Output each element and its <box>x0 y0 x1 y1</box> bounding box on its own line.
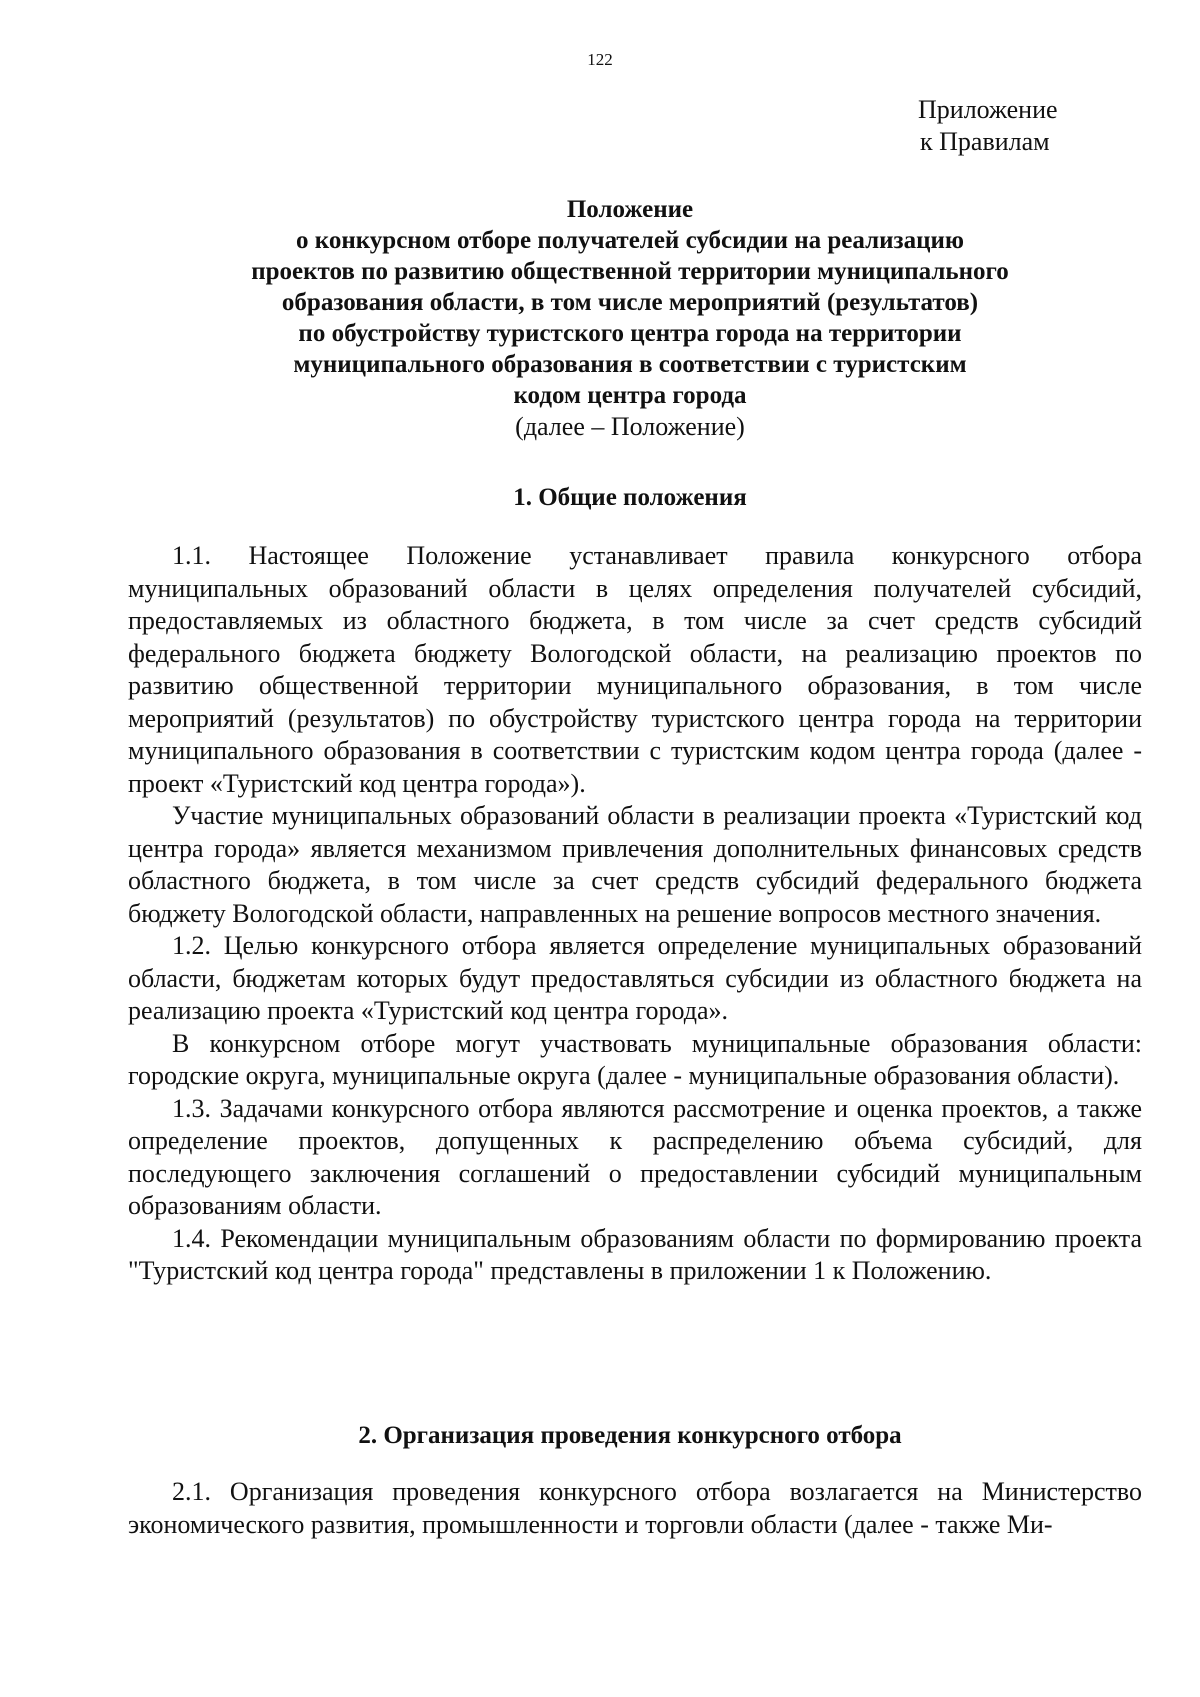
page-number: 122 <box>587 50 613 69</box>
paragraph: В конкурсном отборе могут участвовать муниципальные образования области: городские округа, муниципальные округа (далее - муниципальные образования области). <box>128 1028 1142 1090</box>
title-line: муниципального образования в соответствии с туристским <box>293 351 967 378</box>
title-line: по обустройству туристского центра города на территории <box>298 320 962 347</box>
paragraph: 1.2. Целью конкурсного отбора является определение муниципальных образований области, бюджетам которых будут предоставляться субсидии из областного бюджета на реализацию проекта «Туристский код центра города». <box>128 931 1142 1025</box>
title-line: кодом центра города <box>513 382 747 409</box>
title-line: проектов по развитию общественной территории муниципального <box>251 258 1009 285</box>
appendix-note <box>918 94 1058 158</box>
appendix-line: Приложение <box>918 95 1058 124</box>
section-body <box>128 1476 1142 1541</box>
appendix-line: к Правилам <box>920 127 1050 156</box>
title-line: Положение <box>566 196 694 223</box>
section-heading: 2. Организация проведения конкурсного отбора <box>358 1422 902 1449</box>
title-line: о конкурсном отборе получателей субсидии на реализацию <box>296 227 964 254</box>
section-heading: 1. Общие положения <box>513 484 747 511</box>
paragraph: Участие муниципальных образований области в реализации проекта «Туристский код центра города» является механизмом привлечения дополнительных финансовых средств областного бюджета, в том числе за счет средств субсидий федерального бюджета бюджету Вологодской области, направленных на решение вопросов местного значения. <box>128 801 1142 928</box>
title-line: образования области, в том числе мероприятий (результатов) <box>281 289 979 316</box>
paragraph: 1.3. Задачами конкурсного отбора являются рассмотрение и оценка проектов, а также определение проектов, допущенных к распределению объема субсидий, для последующего заключения соглашений о предоставлении субсидий муниципальным образованиям области. <box>128 1093 1142 1220</box>
paragraph: 2.1. Организация проведения конкурсного отбора возлагается на Министерство экономического развития, промышленности и торговли области (далее - также Ми- <box>128 1477 1142 1539</box>
section-body <box>128 540 1142 1288</box>
paragraph: 1.1. Настоящее Положение устанавливает правила конкурсного отбора муниципальных образований области в целях определения получателей субсидий, предоставляемых из областного бюджета, в том числе за счет средств субсидий федерального бюджета бюджету Вологодской области, на реализацию проектов по развитию общественной территории муниципального образования, в том числе мероприятий (результатов) по обустройству туристского центра города на территории муниципального образования в соответствии с туристским кодом центра города (далее - проект «Туристский код центра города»). <box>128 541 1142 798</box>
paragraph: 1.4. Рекомендации муниципальным образованиям области по формированию проекта "Туристский код центра города" представлены в приложении 1 к Положению. <box>128 1223 1142 1285</box>
title-note: (далее – Положение) <box>515 412 745 441</box>
document-title <box>140 194 1120 442</box>
